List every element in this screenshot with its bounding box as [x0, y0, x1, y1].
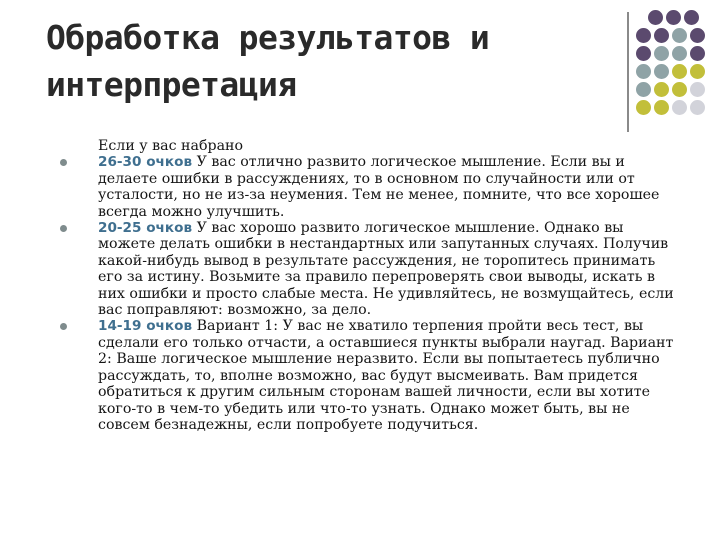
list-item — [60, 154, 680, 220]
decorative-dot-grid — [636, 10, 720, 110]
decorative-dot — [636, 100, 651, 115]
decorative-dot — [690, 28, 705, 43]
slide-title-line-2: интерпретация — [46, 65, 297, 104]
decorative-dot — [654, 46, 669, 61]
decorative-dot — [636, 82, 651, 97]
intro-text: Если у вас набрано — [98, 138, 244, 154]
decorative-dot — [654, 64, 669, 79]
score-range: 14-19 очков — [98, 318, 193, 335]
decorative-dot — [690, 82, 705, 97]
bullet-icon — [60, 323, 67, 330]
bullet-icon — [60, 225, 67, 232]
list-item — [60, 318, 680, 433]
decorative-dot — [690, 64, 705, 79]
decorative-divider — [627, 12, 629, 132]
decorative-dot — [636, 46, 651, 61]
decorative-dot — [672, 100, 687, 115]
item-text: У вас отлично развито логическое мышление. Если вы и делаете ошибки в рассуждениях, то в основном по случайности или от усталости, но не из-за неумения. Тем не менее, помните, что все хорошее всегда можно улучшить. — [98, 154, 660, 220]
decorative-dot — [690, 46, 705, 61]
item-text: Вариант 1: У вас не хватило терпения пройти весь тест, вы сделали его только отчасти, а оставшиеся пункты выбрали наугад. Вариант 2: Ваше логическое мышление неразвито. Если вы попытаетесь публично рассуждать, то, вполне возможно, вас будут высмеивать. Вам придется обратиться к другим сильным сторонам вашей личности, если вы хотите кого-то в чем-то убедить или что-то узнать. Однако может быть, вы не совсем безнадежны, если попробуете подучиться. — [98, 318, 674, 433]
decorative-dot — [672, 28, 687, 43]
decorative-dot — [690, 100, 705, 115]
decorative-dot — [654, 100, 669, 115]
decorative-dot — [654, 82, 669, 97]
decorative-dot — [672, 82, 687, 97]
decorative-dot — [636, 28, 651, 43]
item-text: У вас хорошо развито логическое мышление. Однако вы можете делать ошибки в нестандартных или запутанных случаях. Получив какой-нибудь вывод в результате рассуждения, не торопитесь принимать его за истину. Возьмите за правило перепроверять свои выводы, искать в них ошибки и просто слабые места. Не удивляйтесь, не возмущайтесь, если вас поправляют: возможно, за дело. — [98, 220, 674, 319]
score-range: 26-30 очков — [98, 154, 193, 171]
bullet-icon — [60, 159, 67, 166]
decorative-dot — [636, 64, 651, 79]
decorative-dot — [648, 10, 663, 25]
decorative-dot — [666, 10, 681, 25]
score-range: 20-25 очков — [98, 220, 193, 237]
slide-body — [60, 138, 680, 433]
slide-title-line-1: Обработка результатов и — [46, 18, 490, 57]
decorative-dot — [672, 64, 687, 79]
decorative-dot — [672, 46, 687, 61]
decorative-dot — [684, 10, 699, 25]
decorative-dot — [654, 28, 669, 43]
list-item — [60, 220, 680, 318]
slide-title — [46, 14, 606, 108]
